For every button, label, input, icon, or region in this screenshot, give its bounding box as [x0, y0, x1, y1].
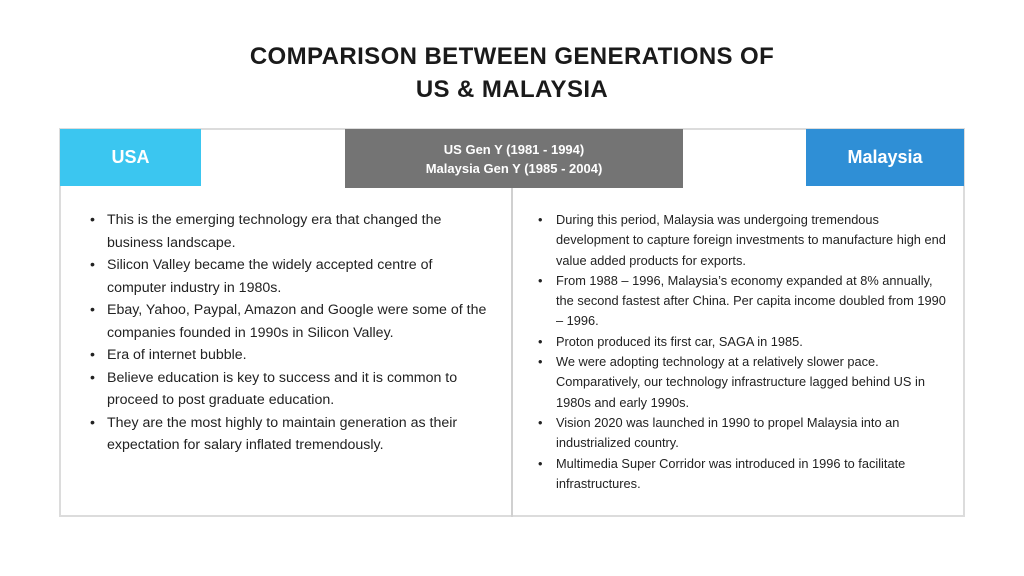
usa-points-list: [90, 209, 495, 457]
malaysia-gen-y-period: Malaysia Gen Y (1985 - 2004): [425, 160, 603, 176]
usa-point: • Silicon Valley became the widely accepted centre of computer industry in 1980s.: [90, 254, 495, 299]
page-title: [0, 40, 1024, 106]
malaysia-point: • From 1988 – 1996, Malaysia’s economy expanded at 8% annually, the second fastest after China. Per capita income doubled from 1990 – 1996.: [538, 271, 948, 332]
usa-point: • Era of internet bubble.: [90, 344, 495, 367]
malaysia-point: • Proton produced its first car, SAGA in 1985.: [538, 332, 948, 352]
generation-period-header: [345, 129, 683, 188]
malaysia-point: • Vision 2020 was launched in 1990 to propel Malaysia into an industrialized country.: [538, 413, 948, 454]
malaysia-point: • We were adopting technology at a relatively slower pace. Comparatively, our technology infrastructure lagged behind US in 1980s and early 1990s.: [538, 352, 948, 413]
malaysia-points-list: [538, 210, 948, 494]
malaysia-point: • During this period, Malaysia was undergoing tremendous development to capture foreign investments to manufacture high end value added products for exports.: [538, 210, 948, 271]
malaysia-header: Malaysia: [806, 129, 964, 186]
usa-header: USA: [60, 129, 201, 186]
us-gen-y-period: US Gen Y (1981 - 1994): [443, 141, 585, 157]
usa-point: • Believe education is key to success and it is common to proceed to post graduate education.: [90, 367, 495, 412]
column-divider: [511, 187, 513, 517]
title-line-1: COMPARISON BETWEEN GENERATIONS OF: [249, 43, 775, 70]
usa-point: • Ebay, Yahoo, Paypal, Amazon and Google were some of the companies founded in 1990s in Silicon Valley.: [90, 299, 495, 344]
usa-point: • This is the emerging technology era that changed the business landscape.: [90, 209, 495, 254]
title-line-2: US & MALAYSIA: [415, 76, 609, 103]
usa-point: • They are the most highly to maintain generation as their expectation for salary inflated tremendously.: [90, 412, 495, 457]
malaysia-point: • Multimedia Super Corridor was introduced in 1996 to facilitate infrastructures.: [538, 454, 948, 495]
